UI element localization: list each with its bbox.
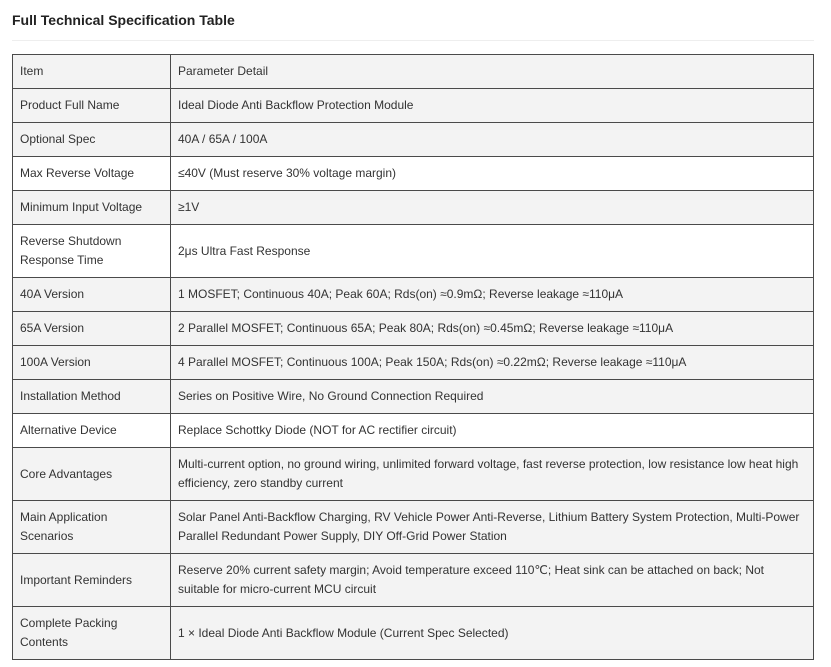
title-divider [12,40,814,41]
item-cell: Core Advantages [13,448,171,501]
item-cell: Max Reverse Voltage [13,157,171,191]
table-row [13,89,814,123]
item-cell: Optional Spec [13,123,171,157]
page-title: Full Technical Specification Table [12,12,235,28]
item-cell: Main Application Scenarios [13,501,171,554]
table-row [13,448,814,501]
item-cell: Item [13,55,171,89]
detail-cell: Multi-current option, no ground wiring, unlimited forward voltage, fast reverse protection, low resistance low heat high efficiency, zero standby current [171,448,814,501]
table-row [13,501,814,554]
table-row [13,346,814,380]
detail-cell: 2 Parallel MOSFET; Continuous 65A; Peak 80A; Rds(on) ≈0.45mΩ; Reverse leakage ≈110μA [171,312,814,346]
item-cell: Alternative Device [13,414,171,448]
table-row [13,55,814,89]
table-row [13,380,814,414]
table-row [13,225,814,278]
table-row [13,157,814,191]
item-cell: 100A Version [13,346,171,380]
detail-cell: 1 × Ideal Diode Anti Backflow Module (Current Spec Selected) [171,607,814,660]
item-cell: Reverse Shutdown Response Time [13,225,171,278]
detail-cell: ≤40V (Must reserve 30% voltage margin) [171,157,814,191]
table-row [13,123,814,157]
detail-cell: Parameter Detail [171,55,814,89]
detail-cell: Series on Positive Wire, No Ground Connection Required [171,380,814,414]
detail-cell: 40A / 65A / 100A [171,123,814,157]
item-cell: 40A Version [13,278,171,312]
item-cell: Product Full Name [13,89,171,123]
detail-cell: Replace Schottky Diode (NOT for AC rectifier circuit) [171,414,814,448]
detail-cell: Reserve 20% current safety margin; Avoid temperature exceed 110℃; Heat sink can be attached on back; Not suitable for micro-current MCU circuit [171,554,814,607]
detail-cell: Ideal Diode Anti Backflow Protection Module [171,89,814,123]
spec-table [12,54,814,660]
detail-cell: Solar Panel Anti-Backflow Charging, RV Vehicle Power Anti-Reverse, Lithium Battery System Protection, Multi-Power Parallel Redundant Power Supply, DIY Off-Grid Power Station [171,501,814,554]
item-cell: 65A Version [13,312,171,346]
detail-cell: 4 Parallel MOSFET; Continuous 100A; Peak 150A; Rds(on) ≈0.22mΩ; Reverse leakage ≈110μA [171,346,814,380]
item-cell: Complete Packing Contents [13,607,171,660]
item-cell: Installation Method [13,380,171,414]
table-row [13,312,814,346]
item-cell: Minimum Input Voltage [13,191,171,225]
table-row [13,554,814,607]
detail-cell: 2μs Ultra Fast Response [171,225,814,278]
table-row [13,278,814,312]
table-row [13,607,814,660]
table-row [13,191,814,225]
detail-cell: 1 MOSFET; Continuous 40A; Peak 60A; Rds(on) ≈0.9mΩ; Reverse leakage ≈110μA [171,278,814,312]
detail-cell: ≥1V [171,191,814,225]
table-row [13,414,814,448]
item-cell: Important Reminders [13,554,171,607]
